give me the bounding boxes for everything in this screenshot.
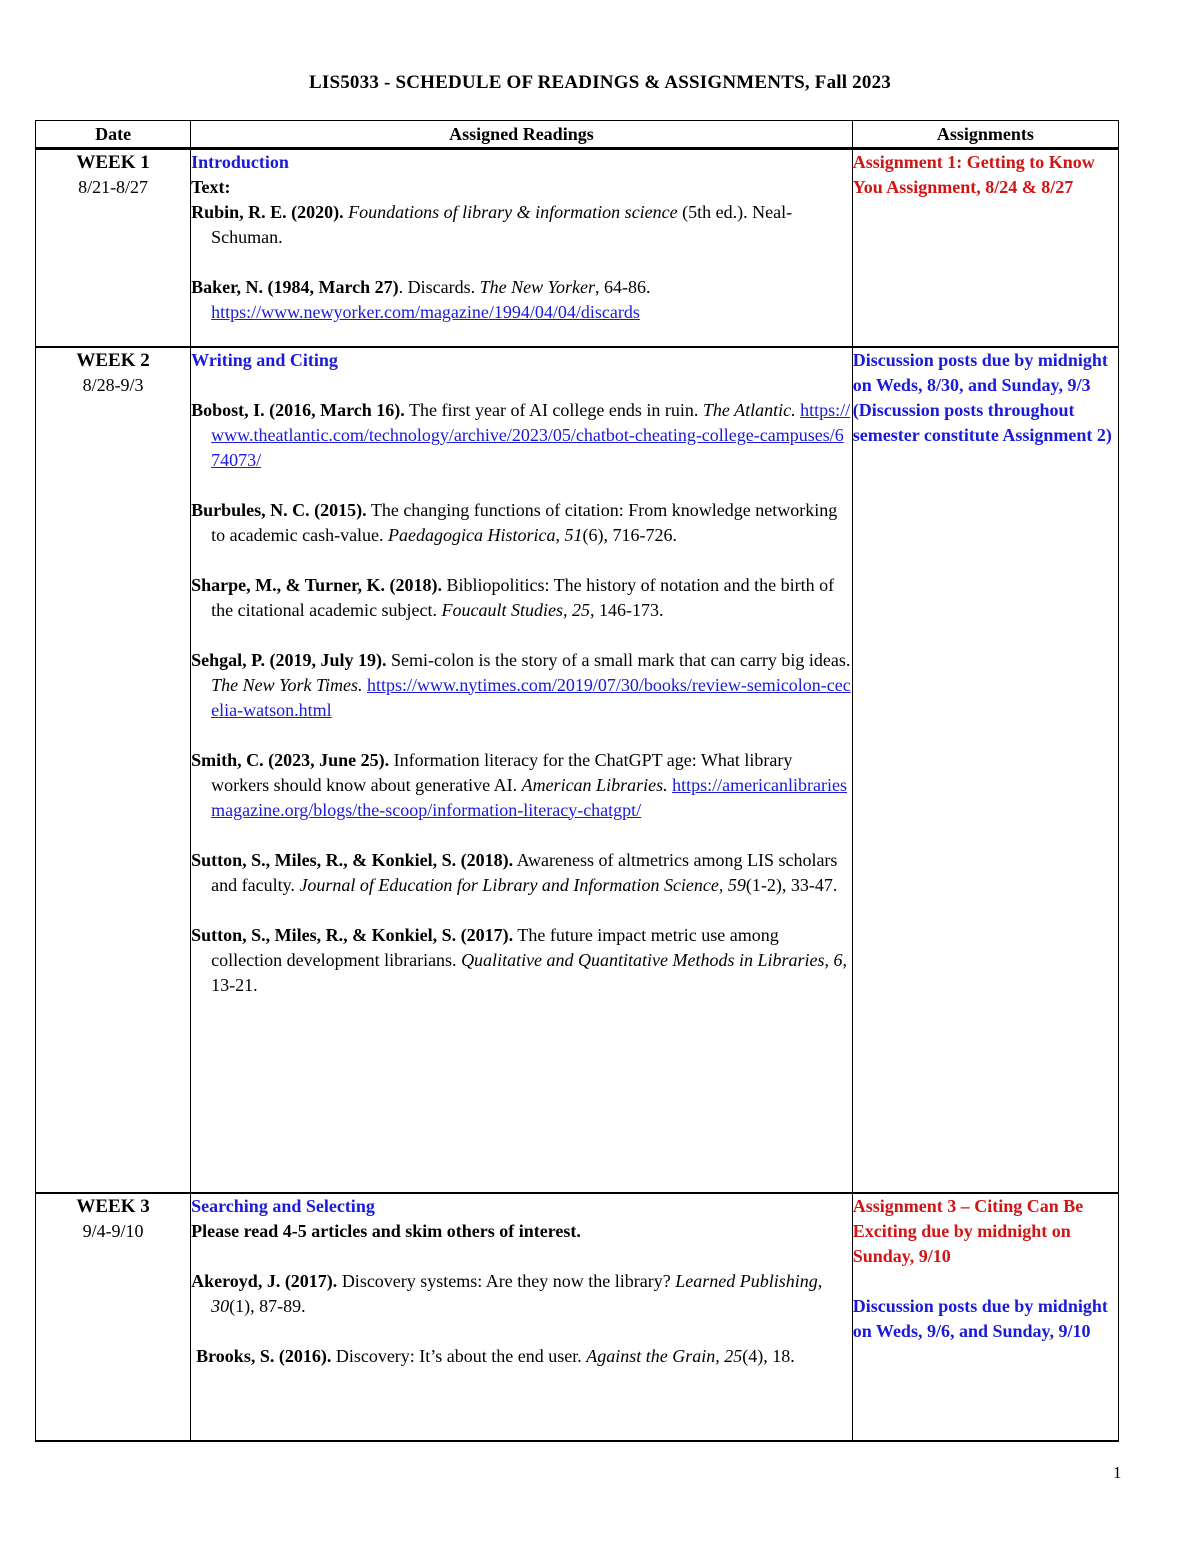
reference-entry: Sharpe, M., & Turner, K. (2018). Bibliopolitics: The history of notation and the birth of the citational academic subject. Foucault Studies, 25, 146-173. xyxy=(191,574,835,620)
week-topic: Searching and Selecting xyxy=(191,1195,375,1216)
reference-entry: Brooks, S. (2016). Discovery: It’s about the end user. Against the Grain, 25(4), 18. xyxy=(196,1345,795,1366)
reference-entry: Rubin, R. E. (2020). Foundations of library & information science (5th ed.). Neal-Schuman. xyxy=(191,202,793,247)
week-row xyxy=(36,149,1119,347)
reference-entry: Baker, N. (1984, March 27). Discards. The New Yorker, 64-86. https://www.newyorker.com/magazine/1994/04/04/discards xyxy=(191,277,651,322)
week-dates: 8/28-9/3 xyxy=(82,374,144,395)
reference-entry: Bobost, I. (2016, March 16). The first year of AI college ends in ruin. The Atlantic. https://www.theatlantic.com/technology/archive/2023/05/chatbot-cheating-college-campuses/674073/ xyxy=(191,399,851,470)
week-dates: 8/21-8/27 xyxy=(78,177,149,197)
reference-entry: Sehgal, P. (2019, July 19). Semi-colon is the story of a small mark that can carry big ideas. The New York Times. https://www.nytimes.com/2019/07/30/books/review-semicolon-cecelia-watson.html xyxy=(191,649,851,720)
week-topic: Writing and Citing xyxy=(191,349,338,370)
page-title: LIS5033 - SCHEDULE OF READINGS & ASSIGNMENTS, Fall 2023 xyxy=(309,72,891,93)
schedule-table xyxy=(35,120,1119,1442)
assignments-cell xyxy=(852,149,1118,347)
week-name: WEEK 1 xyxy=(76,152,150,173)
assignment-item: Assignment 3 – Citing Can Be Exciting due by midnight on Sunday, 9/10 xyxy=(852,1195,1084,1266)
column-header-readings: Assigned Readings xyxy=(191,121,853,149)
readings-cell xyxy=(191,347,853,1193)
week-name: WEEK 2 xyxy=(76,349,150,371)
reference-link[interactable]: https://www.nytimes.com/2019/07/30/books/review-semicolon-cecelia-watson.html xyxy=(211,674,851,720)
reference-entry: Sutton, S., Miles, R., & Konkiel, S. (2017). The future impact metric use among collection development librarians. Qualitative and Quantitative Methods in Libraries, 6, 13-21. xyxy=(191,924,848,995)
week-topic: Introduction xyxy=(191,152,289,172)
assignment-item: Discussion posts due by midnight on Weds, 9/6, and Sunday, 9/10 xyxy=(852,1295,1108,1341)
week-date-cell xyxy=(36,149,191,347)
week-date-cell xyxy=(36,347,191,1193)
reference-link[interactable]: https://www.theatlantic.com/technology/archive/2023/05/chatbot-cheating-college-campuses/674073/ xyxy=(211,399,851,470)
assignment-item: Discussion posts due by midnight on Weds, 8/30, and Sunday, 9/3 (Discussion posts throughout semester constitute Assignment 2) xyxy=(852,349,1112,445)
reference-entry: Sutton, S., Miles, R., & Konkiel, S. (2018). Awareness of altmetrics among LIS scholars and faculty. Journal of Education for Library and Information Science, 59(1-2), 33-47. xyxy=(191,849,838,895)
readings-cell xyxy=(191,149,853,347)
assignments-cell xyxy=(852,1193,1118,1441)
assignment-item: Assignment 1: Getting to Know You Assignment, 8/24 & 8/27 xyxy=(852,152,1095,197)
week-row xyxy=(36,347,1119,1193)
readings-cell xyxy=(191,1193,853,1441)
reference-entry: Smith, C. (2023, June 25). Information literacy for the ChatGPT age: What library workers should know about generative AI. American Libraries. https://americanlibrariesmagazine.org/blogs/the-scoop/information-literacy-chatgpt/ xyxy=(191,749,848,820)
column-header-date: Date xyxy=(36,121,191,149)
page-number: 1 xyxy=(1113,1463,1122,1482)
week-name: WEEK 3 xyxy=(76,1195,150,1217)
reading-note: Text: xyxy=(191,177,231,197)
week-dates: 9/4-9/10 xyxy=(82,1220,144,1241)
reading-note: Please read 4-5 articles and skim others of interest. xyxy=(191,1220,581,1241)
reference-link[interactable]: https://www.newyorker.com/magazine/1994/04/04/discards xyxy=(211,302,640,322)
reference-link[interactable]: https://americanlibrariesmagazine.org/blogs/the-scoop/information-literacy-chatgpt/ xyxy=(211,774,848,820)
week-date-cell xyxy=(36,1193,191,1441)
reference-entry: Akeroyd, J. (2017). Discovery systems: Are they now the library? Learned Publishing, 30(1), 87-89. xyxy=(191,1270,823,1316)
week-row xyxy=(36,1193,1119,1441)
table-header-row xyxy=(36,121,1119,149)
column-header-assignments: Assignments xyxy=(852,121,1118,149)
reference-entry: Burbules, N. C. (2015). The changing functions of citation: From knowledge networking to academic cash-value. Paedagogica Historica, 51(6), 716-726. xyxy=(191,499,838,545)
assignments-cell xyxy=(852,347,1118,1193)
